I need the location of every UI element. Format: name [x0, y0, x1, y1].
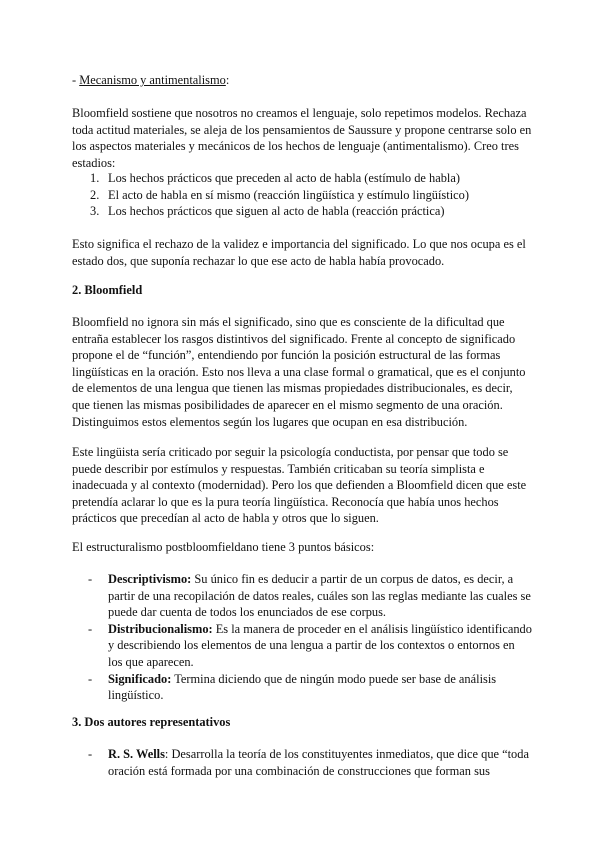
list-item-text: Los hechos prácticos que preceden al acto de habla (estímulo de habla)	[108, 171, 460, 185]
section-mecanismo-heading	[72, 72, 532, 89]
list-item-text: Los hechos prácticos que siguen al acto de habla (reacción práctica)	[108, 204, 445, 219]
definition-text: Su único fin es deducir a partir de un corpus de datos, es decir, a partir de una recopilación de datos reales, cuáles son las reglas mediante las cuales se puede dar cuenta de todos los enunciados de ese corpus.	[108, 572, 531, 620]
list-number: 2.	[90, 187, 100, 202]
list-item	[72, 746, 532, 779]
list-item	[72, 203, 532, 220]
term-distribucionalismo: Distribucionalismo:	[108, 621, 213, 636]
term-descriptivismo: Descriptivismo:	[108, 572, 192, 586]
paragraph-bloomfield-intro: Bloomfield sostiene que nosotros no creamos el lenguaje, solo repetimos modelos. Rechaza toda actitud materiales, se aleja de los pensamientos de Saussure y propone centrarse solo en los aspectos materiales y mecánicos de los hechos de lenguaje (antimentalismo). Creo tres estadios:	[72, 106, 532, 170]
points-list	[72, 571, 532, 704]
paragraph-puntos: El estructuralismo postbloomfieldano tiene 3 puntos básicos:	[72, 540, 375, 554]
list-dash: -	[88, 572, 93, 586]
list-item	[72, 187, 532, 204]
section-title: Mecanismo y antimentalismo	[79, 73, 226, 87]
list-item	[72, 571, 532, 621]
list-item	[72, 671, 532, 704]
stages-list	[72, 170, 532, 220]
author-description: : Desarrolla la teoría de los constituyentes inmediatos, que dice que “toda oración está formada por una combinación de construcciones que forman sus	[108, 747, 529, 778]
definition-text: Es la manera de proceder en el análisis lingüístico identificando y describiendo los elementos de una lengua a partir de los contextos o entornos en los que aparecen.	[108, 621, 532, 669]
heading-bloomfield: 2. Bloomfield	[72, 283, 143, 297]
list-item-text: El acto de habla en sí mismo (reacción lingüística y estímulo lingüístico)	[108, 187, 469, 202]
list-number: 1.	[90, 171, 100, 185]
list-item	[72, 621, 532, 671]
list-item	[72, 170, 532, 187]
term-significado: Significado:	[108, 671, 172, 686]
section-colon: :	[225, 73, 230, 87]
paragraph-rechazo: Esto significa el rechazo de la validez e importancia del significado. Lo que nos ocupa es el estado dos, que suponía rechazar lo que ese acto de habla había provocado.	[72, 237, 526, 268]
list-dash: -	[88, 621, 93, 636]
list-dash: -	[88, 747, 93, 761]
authors-list	[72, 746, 532, 779]
author-name: R. S. Wells	[108, 747, 165, 761]
definition-text: Termina diciendo que de ningún modo puede ser base de análisis lingüístico.	[108, 671, 497, 703]
paragraph-criticas: Este lingüista sería criticado por seguir la psicología conductista, por pensar que todo se puede describir por estímulos y respuestas. También criticaban su teoría simplista e inadecuada y al contexto (modernidad). Pero los que defienden a Bloomfield dicen que este pretendía aclarar lo que es la pura teoría lingüística. Reconocía que había unos hechos prácticos que precedían al acto de habla y otros que lo siguen.	[72, 445, 527, 526]
list-dash: -	[88, 671, 93, 686]
paragraph-funcion: Bloomfield no ignora sin más el significado, sino que es consciente de la dificultad que entraña establecer los rasgos distintivos del significado. Frente al concepto de significado propone el de “función”, entendiendo por función la posición estructural de las formas lingüísticas en la oración. Esto nos lleva a una clase formal o gramatical, que es el conjunto de elementos de una lengua que tienen las mismas propiedades distribucionales, es decir, que tienen las mismas posibilidades de aparecer en el mismo segmento de una oración. Distinguimos estos elementos según los lugares que ocupan en esa distribución.	[72, 315, 526, 429]
list-number: 3.	[90, 204, 100, 219]
heading-dos-autores: 3. Dos autores representativos	[72, 715, 231, 729]
section-dash: -	[72, 73, 80, 87]
